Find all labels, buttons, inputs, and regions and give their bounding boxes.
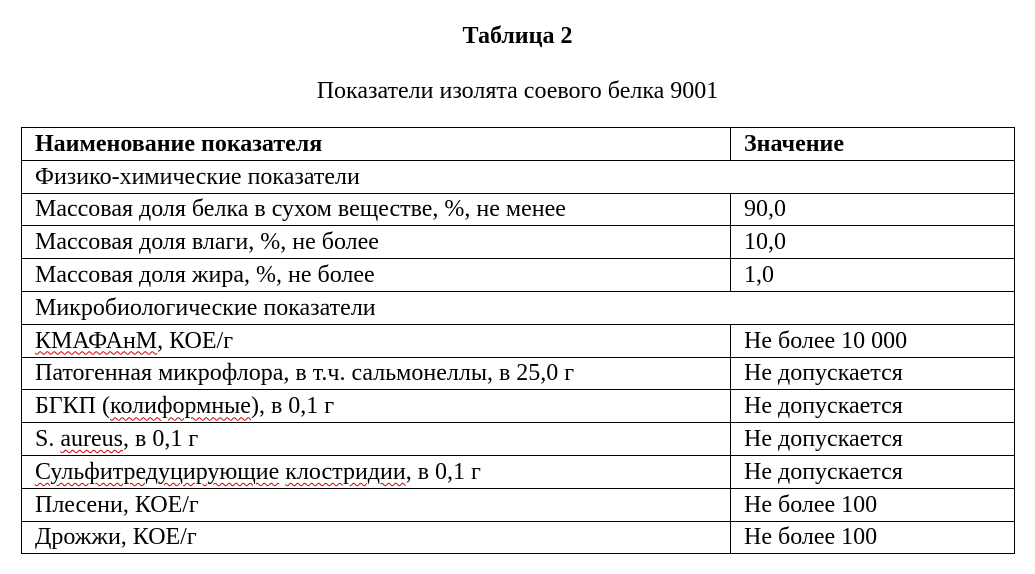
header-name-cell: Наименование показателя bbox=[22, 128, 731, 161]
indicator-value: 10,0 bbox=[731, 226, 1015, 259]
indicator-name-part: ), в 0,1 г bbox=[250, 393, 335, 420]
indicators-table bbox=[21, 127, 1015, 554]
indicator-value: Не допускается bbox=[731, 357, 1015, 390]
indicator-value: Не более 100 bbox=[731, 521, 1015, 554]
indicator-name: Массовая доля влаги, %, не более bbox=[22, 226, 731, 259]
table-title: Таблица 2 bbox=[462, 23, 573, 49]
indicator-name: Патогенная микрофлора, в т.ч. сальмонеллы, в 25,0 г bbox=[22, 357, 731, 390]
indicator-name: Массовая доля белка в сухом веществе, %, не менее bbox=[22, 193, 731, 226]
indicator-name-part: , КОЕ/г bbox=[157, 327, 234, 354]
indicator-name-part: , в 0,1 г bbox=[405, 458, 481, 485]
section-row-microbio bbox=[22, 291, 1015, 324]
indicator-value: Не более 10 000 bbox=[731, 324, 1015, 357]
table-subtitle: Показатели изолята соевого белка 9001 bbox=[316, 78, 719, 104]
spellcheck-word: aureus bbox=[60, 426, 123, 453]
indicator-name: Массовая доля жира, %, не более bbox=[22, 259, 731, 292]
table-row bbox=[22, 423, 1015, 456]
table-row bbox=[22, 455, 1015, 488]
table-row bbox=[22, 390, 1015, 423]
indicator-name bbox=[22, 324, 731, 357]
indicator-name: Плесени, КОЕ/г bbox=[22, 488, 731, 521]
spellcheck-word: колиформные bbox=[110, 393, 251, 420]
indicator-name bbox=[22, 455, 731, 488]
table-row bbox=[22, 259, 1015, 292]
table-row bbox=[22, 521, 1015, 554]
header-value-cell: Значение bbox=[731, 128, 1015, 161]
indicator-value: 90,0 bbox=[731, 193, 1015, 226]
indicator-name bbox=[22, 390, 731, 423]
spellcheck-word: Сульфитредуцирующие bbox=[35, 458, 280, 485]
table-row bbox=[22, 226, 1015, 259]
section-title: Физико-химические показатели bbox=[22, 160, 1015, 193]
table-row bbox=[22, 357, 1015, 390]
indicator-name-part: S. bbox=[35, 426, 61, 453]
indicator-value: Не допускается bbox=[731, 455, 1015, 488]
indicator-name-part: , в 0,1 г bbox=[123, 426, 199, 453]
indicator-name-part: БГКП ( bbox=[35, 393, 110, 420]
table-row bbox=[22, 488, 1015, 521]
indicator-name: Дрожжи, КОЕ/г bbox=[22, 521, 731, 554]
indicator-value: 1,0 bbox=[731, 259, 1015, 292]
indicator-value: Не допускается bbox=[731, 390, 1015, 423]
indicator-value: Не допускается bbox=[731, 423, 1015, 456]
section-title: Микробиологические показатели bbox=[22, 291, 1015, 324]
spellcheck-word: клостридии bbox=[285, 458, 406, 485]
indicator-value: Не более 100 bbox=[731, 488, 1015, 521]
spellcheck-word: КМАФАнМ bbox=[35, 327, 158, 354]
section-row-physchem bbox=[22, 160, 1015, 193]
table-header-row bbox=[22, 128, 1015, 161]
indicator-name bbox=[22, 423, 731, 456]
table-row bbox=[22, 324, 1015, 357]
table-row bbox=[22, 193, 1015, 226]
